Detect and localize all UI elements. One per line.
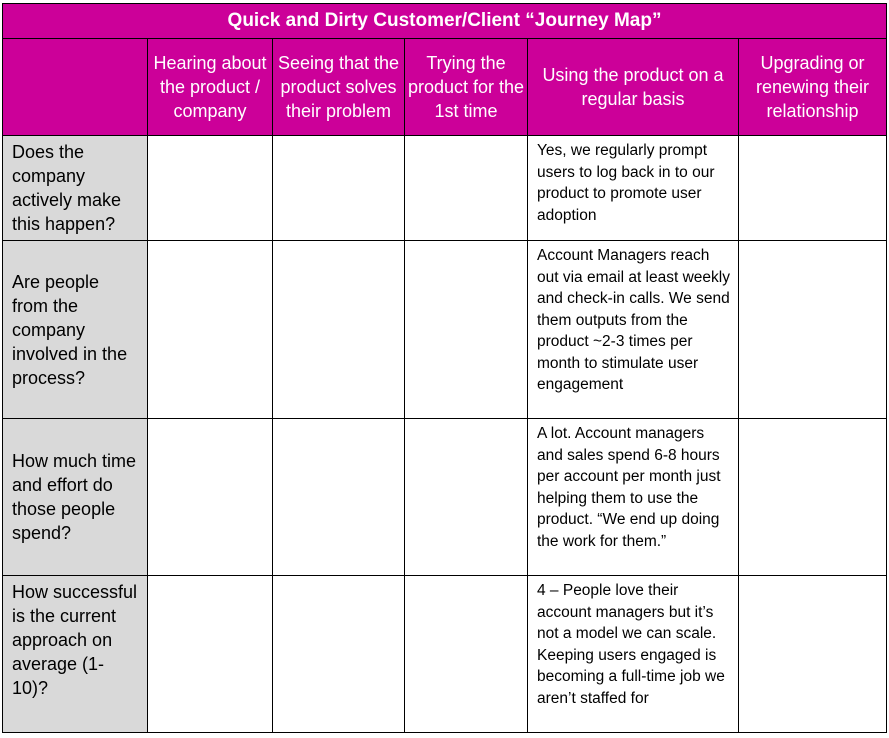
column-header-trying: Trying the product for the 1st time (405, 39, 528, 136)
table-cell (148, 419, 273, 576)
table-cell (739, 419, 887, 576)
table-cell (739, 241, 887, 419)
table-cell (273, 576, 405, 733)
table-cell (739, 136, 887, 241)
title-row (3, 4, 887, 39)
row-label-actively: Does the company actively make this happen? (3, 136, 148, 241)
answer-cell-time-effort: A lot. Account managers and sales spend 6-8 hours per account per month just helping them to use the product. “We end up doing the work for them.” (528, 419, 739, 576)
journey-map-table (2, 3, 887, 733)
table-cell (739, 576, 887, 733)
table-cell (148, 576, 273, 733)
corner-header-cell (3, 39, 148, 136)
row-label-success: How successful is the current approach on average (1-10)? (3, 576, 148, 733)
table-title: Quick and Dirty Customer/Client “Journey Map” (3, 4, 887, 39)
table-cell (148, 241, 273, 419)
table-row (3, 136, 887, 241)
table-row (3, 419, 887, 576)
table-cell (405, 576, 528, 733)
header-row (3, 39, 887, 136)
table-cell (405, 419, 528, 576)
column-header-seeing: Seeing that the product solves their problem (273, 39, 405, 136)
table-cell (273, 136, 405, 241)
answer-cell-involved: Account Managers reach out via email at least weekly and check-in calls. We send them outputs from the product ~2-3 times per month to stimulate user engagement (528, 241, 739, 419)
answer-cell-success: 4 – People love their account managers but it’s not a model we can scale. Keeping users engaged is becoming a full-time job we aren’t staffed for (528, 576, 739, 733)
table-cell (405, 241, 528, 419)
row-label-involved: Are people from the company involved in the process? (3, 241, 148, 419)
column-header-using: Using the product on a regular basis (528, 39, 739, 136)
column-header-upgrading: Upgrading or renewing their relationship (739, 39, 887, 136)
table-cell (273, 419, 405, 576)
table-row (3, 576, 887, 733)
table-cell (273, 241, 405, 419)
table-cell (148, 136, 273, 241)
table-row (3, 241, 887, 419)
table-cell (405, 136, 528, 241)
row-label-time-effort: How much time and effort do those people spend? (3, 419, 148, 576)
answer-cell-actively: Yes, we regularly prompt users to log back in to our product to promote user adoption (528, 136, 739, 241)
column-header-hearing: Hearing about the product / company (148, 39, 273, 136)
